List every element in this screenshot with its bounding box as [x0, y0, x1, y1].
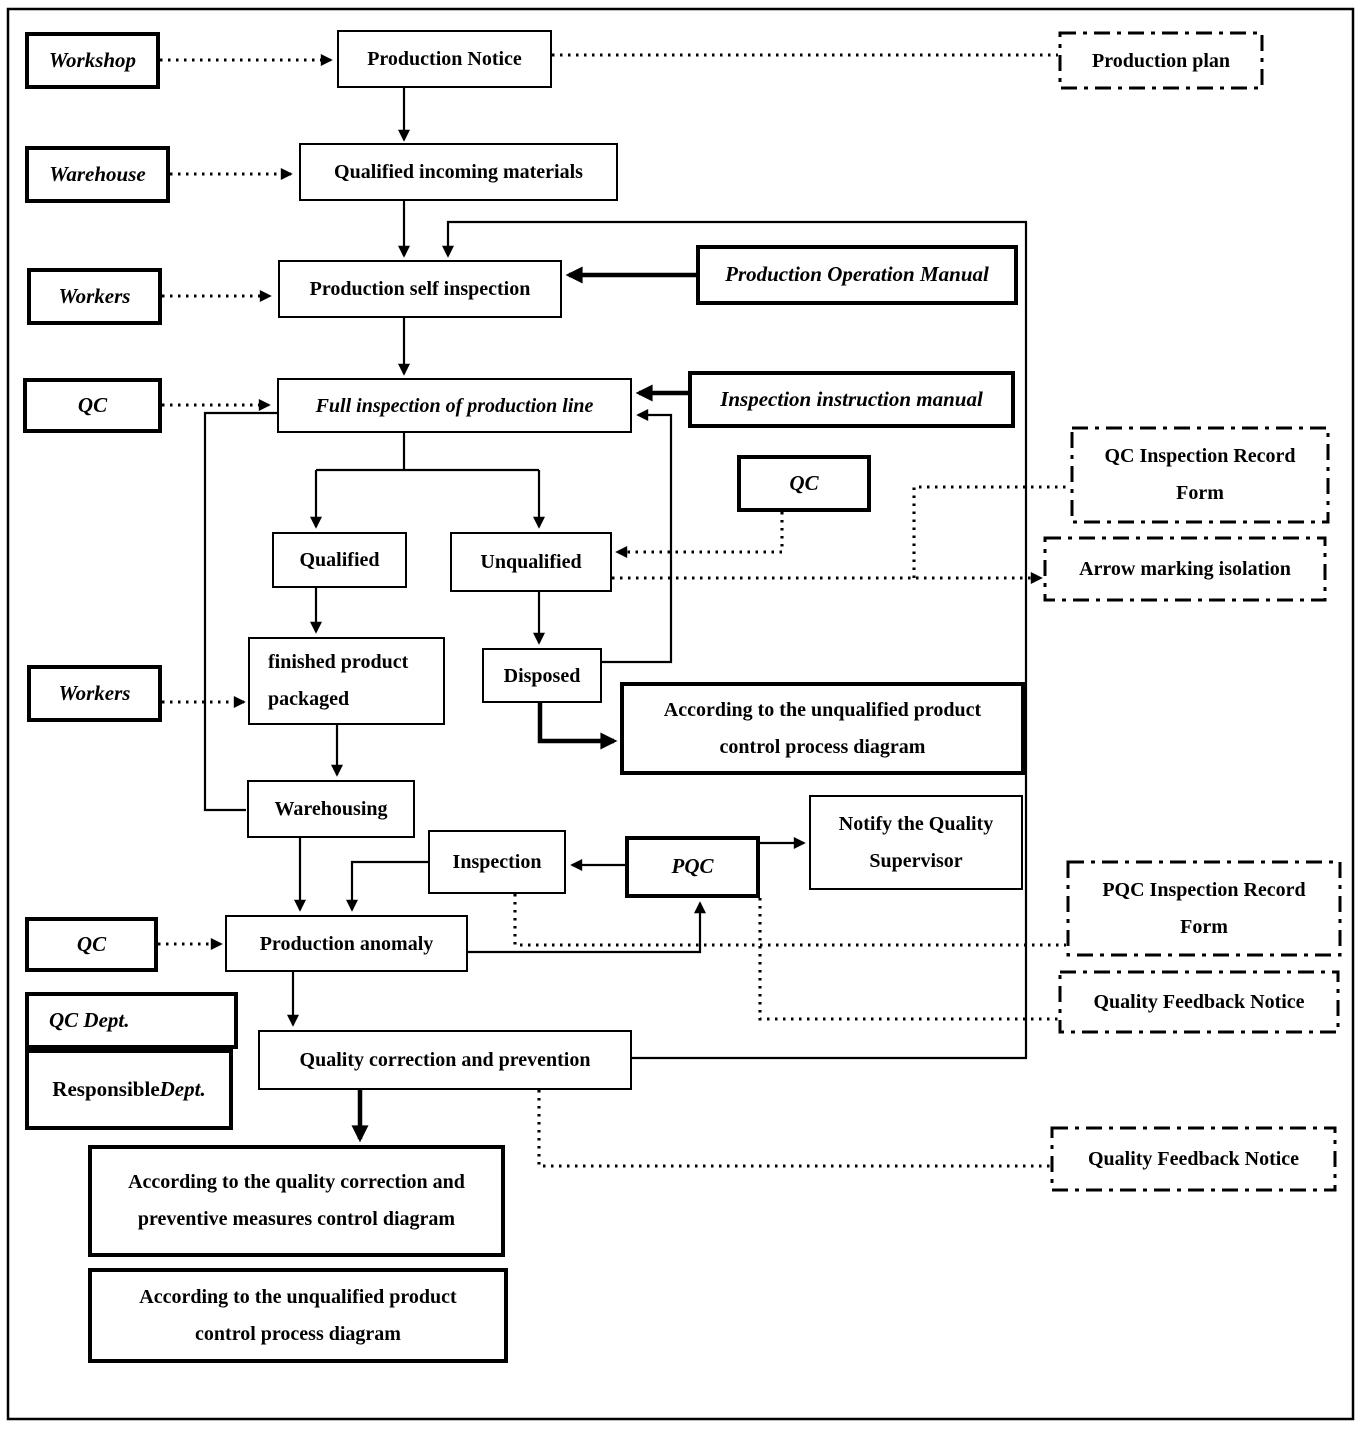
- node-unqualified: Unqualified: [450, 532, 612, 592]
- node-production-operation-manual: Production Operation Manual: [696, 245, 1018, 305]
- node-production-notice: Production Notice: [337, 30, 552, 88]
- node-notify-quality-supervisor: Notify the Quality Supervisor: [809, 795, 1023, 890]
- edge-inspection-production-anomaly: [352, 862, 428, 910]
- node-production-anomaly: Production anomaly: [225, 915, 468, 972]
- node-qualified-incoming-materials: Qualified incoming materials: [299, 143, 618, 201]
- node-inspection-instruction-manual: Inspection instruction manual: [688, 371, 1015, 428]
- node-quality-feedback-notice-1: Quality Feedback Notice: [1093, 991, 1305, 1013]
- node-workshop: Workshop: [25, 32, 160, 89]
- node-pqc: PQC: [625, 836, 760, 898]
- node-according-unqualified-1: According to the unqualified product control process diagram: [620, 682, 1025, 775]
- node-workers-2: Workers: [27, 665, 162, 722]
- node-pqc-inspection-record-form: PQC Inspection Record Form: [1102, 878, 1306, 938]
- edge-full-inspection-branch: [316, 433, 539, 470]
- node-qualified: Qualified: [272, 532, 407, 588]
- node-according-quality-correction: According to the quality correction and preventive measures control diagram: [88, 1145, 505, 1257]
- edge-qcmid-unqualified: [617, 512, 782, 552]
- node-responsible-dept: Responsible Dept.: [25, 1049, 233, 1130]
- node-finished-product-packaged: finished product packaged: [248, 637, 445, 725]
- node-inspection: Inspection: [428, 830, 566, 894]
- node-qc-mid: QC: [737, 455, 871, 512]
- node-workers-1: Workers: [27, 268, 162, 325]
- node-full-inspection-production-line: Full inspection of production line: [277, 378, 632, 433]
- node-qc-inspection-record-form: QC Inspection Record Form: [1104, 445, 1296, 504]
- node-disposed: Disposed: [482, 648, 602, 703]
- edge-warehousing-full-inspection-link: [205, 413, 277, 810]
- node-qc-dept: QC Dept.: [25, 992, 238, 1049]
- node-production-self-inspection: Production self inspection: [278, 260, 562, 318]
- node-qc-1: QC: [23, 378, 162, 433]
- edge-disposed-according-unqualified: [540, 703, 614, 741]
- edge-disposed-full-inspection: [602, 415, 671, 662]
- node-warehouse: Warehouse: [25, 146, 170, 203]
- edge-inspection-pqc-record-form: [515, 894, 1066, 945]
- node-qc-2: QC: [25, 917, 158, 972]
- node-production-plan: Production plan: [1092, 49, 1230, 72]
- edge-quality-correction-quality-feedback-2: [539, 1090, 1050, 1166]
- edge-pqc-quality-feedback-1: [760, 898, 1058, 1019]
- node-arrow-marking-isolation: Arrow marking isolation: [1079, 558, 1291, 580]
- node-quality-correction-prevention: Quality correction and prevention: [258, 1030, 632, 1090]
- node-quality-feedback-notice-2: Quality Feedback Notice: [1087, 1148, 1300, 1170]
- node-warehousing: Warehousing: [247, 780, 415, 838]
- edge-quality-correction-self-inspection-loop: [448, 222, 1026, 1058]
- node-according-unqualified-2: According to the unqualified product control process diagram: [88, 1268, 508, 1363]
